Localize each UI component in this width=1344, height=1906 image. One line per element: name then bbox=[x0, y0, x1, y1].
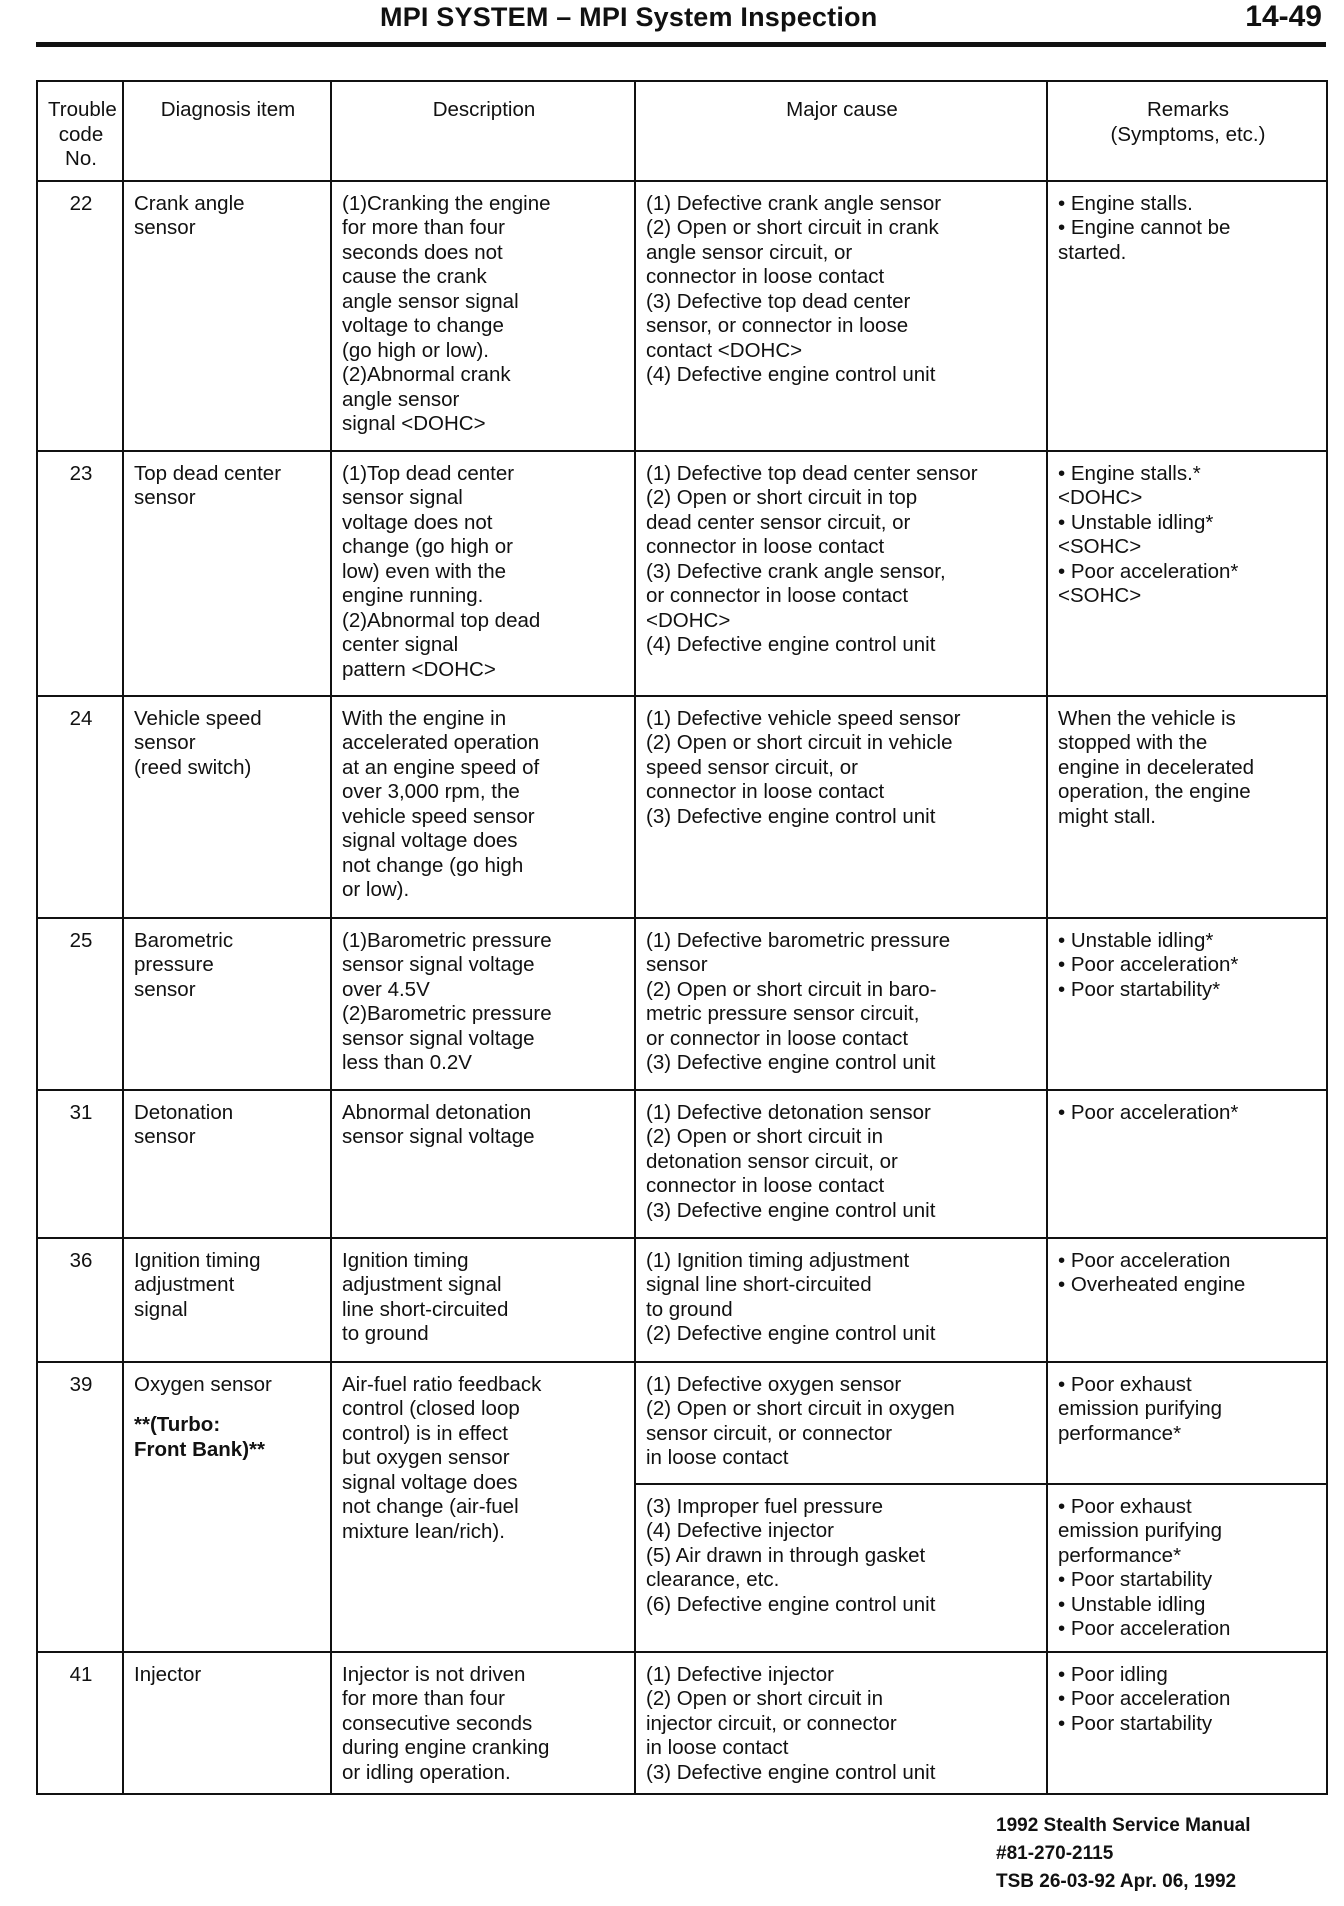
major-cause: (1) Defective vehicle speed sensor (2) Open or short circuit in vehicle speed sensor circuit, or connector in loose contact (3) Defective engine control unit bbox=[635, 696, 1047, 918]
trouble-code: 23 bbox=[37, 451, 123, 696]
remarks: • Poor exhaust emission purifying performance* bbox=[1047, 1362, 1327, 1484]
page-number: 14-49 bbox=[1245, 0, 1322, 33]
page-header bbox=[36, 0, 1326, 47]
remarks: • Poor exhaust emission purifying performance* • Poor startability • Unstable idling • Poor acceleration bbox=[1047, 1484, 1327, 1652]
diagnosis-item: Ignition timing adjustment signal bbox=[123, 1238, 331, 1362]
table-row bbox=[37, 1652, 1327, 1795]
major-cause: (1) Defective detonation sensor (2) Open or short circuit in detonation sensor circuit, or connector in loose contact (3) Defective engine control unit bbox=[635, 1090, 1047, 1238]
column-header-description: Description bbox=[331, 81, 635, 181]
remarks: • Engine stalls. • Engine cannot be started. bbox=[1047, 181, 1327, 451]
trouble-code: 41 bbox=[37, 1652, 123, 1795]
remarks: • Poor idling • Poor acceleration • Poor startability bbox=[1047, 1652, 1327, 1795]
remarks: • Engine stalls.* <DOHC> • Unstable idling* <SOHC> • Poor acceleration* <SOHC> bbox=[1047, 451, 1327, 696]
description: With the engine in accelerated operation at an engine speed of over 3,000 rpm, the vehicle speed sensor signal voltage does not change (go high or low). bbox=[331, 696, 635, 918]
manual-number: #81-270-2115 bbox=[996, 1843, 1114, 1864]
column-header-remarks: Remarks (Symptoms, etc.) bbox=[1047, 81, 1327, 181]
column-header-cause: Major cause bbox=[635, 81, 1047, 181]
table-row bbox=[37, 1090, 1327, 1238]
trouble-code: 31 bbox=[37, 1090, 123, 1238]
major-cause: (1) Ignition timing adjustment signal line short-circuited to ground (2) Defective engine control unit bbox=[635, 1238, 1047, 1362]
diagnosis-item: Top dead center sensor bbox=[123, 451, 331, 696]
description: Injector is not driven for more than four consecutive seconds during engine cranking or idling operation. bbox=[331, 1652, 635, 1795]
description: Ignition timing adjustment signal line short-circuited to ground bbox=[331, 1238, 635, 1362]
table-header-row bbox=[37, 81, 1327, 181]
diagnosis-item: Injector bbox=[123, 1652, 331, 1795]
major-cause: (1) Defective injector (2) Open or short circuit in injector circuit, or connector in loose contact (3) Defective engine control unit bbox=[635, 1652, 1047, 1795]
trouble-code: 24 bbox=[37, 696, 123, 918]
column-header-code: Trouble code No. bbox=[37, 81, 123, 181]
diagnosis-item-note: **(Turbo: Front Bank)** bbox=[134, 1413, 265, 1461]
trouble-code: 22 bbox=[37, 181, 123, 451]
trouble-code: 36 bbox=[37, 1238, 123, 1362]
table-row bbox=[37, 181, 1327, 451]
table-row bbox=[37, 1362, 1327, 1484]
remarks: • Poor acceleration* bbox=[1047, 1090, 1327, 1238]
description: Air-fuel ratio feedback control (closed loop control) is in effect but oxygen sensor signal voltage does not change (air-fuel mixture lean/rich). bbox=[331, 1362, 635, 1652]
diagnosis-item: Detonation sensor bbox=[123, 1090, 331, 1238]
major-cause: (3) Improper fuel pressure (4) Defective injector (5) Air drawn in through gasket clearance, etc. (6) Defective engine control unit bbox=[635, 1484, 1047, 1652]
remarks: When the vehicle is stopped with the engine in decelerated operation, the engine might stall. bbox=[1047, 696, 1327, 918]
table-row bbox=[37, 451, 1327, 696]
diagnosis-item: Oxygen sensor bbox=[134, 1372, 272, 1396]
major-cause: (1) Defective oxygen sensor (2) Open or short circuit in oxygen sensor circuit, or connector in loose contact bbox=[635, 1362, 1047, 1484]
description: (1)Top dead center sensor signal voltage does not change (go high or low) even with the engine running. (2)Abnormal top dead center signal pattern <DOHC> bbox=[331, 451, 635, 696]
table-row bbox=[37, 696, 1327, 918]
diagnosis-item: Barometric pressure sensor bbox=[123, 918, 331, 1090]
manual-footer bbox=[996, 1812, 1251, 1896]
tsb-reference: TSB 26-03-92 Apr. 06, 1992 bbox=[996, 1871, 1237, 1892]
trouble-code: 25 bbox=[37, 918, 123, 1090]
page-title: MPI SYSTEM – MPI System Inspection bbox=[380, 2, 878, 32]
diagnosis-item: Vehicle speed sensor (reed switch) bbox=[123, 696, 331, 918]
major-cause: (1) Defective top dead center sensor (2) Open or short circuit in top dead center sensor circuit, or connector in loose contact (3) Defective crank angle sensor, or connector in loose contact <DOHC> (4) Defective engine control unit bbox=[635, 451, 1047, 696]
table-row bbox=[37, 918, 1327, 1090]
description: (1)Barometric pressure sensor signal voltage over 4.5V (2)Barometric pressure sensor signal voltage less than 0.2V bbox=[331, 918, 635, 1090]
major-cause: (1) Defective barometric pressure sensor (2) Open or short circuit in baro- metric pressure sensor circuit, or connector in loose contact (3) Defective engine control unit bbox=[635, 918, 1047, 1090]
description: (1)Cranking the engine for more than four seconds does not cause the crank angle sensor signal voltage to change (go high or low). (2)Abnormal crank angle sensor signal <DOHC> bbox=[331, 181, 635, 451]
diagnosis-item-cell bbox=[123, 1362, 331, 1652]
remarks: • Unstable idling* • Poor acceleration* • Poor startability* bbox=[1047, 918, 1327, 1090]
table-row bbox=[37, 1238, 1327, 1362]
column-header-item: Diagnosis item bbox=[123, 81, 331, 181]
manual-title: 1992 Stealth Service Manual bbox=[996, 1815, 1251, 1836]
major-cause: (1) Defective crank angle sensor (2) Open or short circuit in crank angle sensor circuit, or connector in loose contact (3) Defective top dead center sensor, or connector in loose contact <DOHC> (4) Defective engine control unit bbox=[635, 181, 1047, 451]
description: Abnormal detonation sensor signal voltage bbox=[331, 1090, 635, 1238]
diagnosis-item: Crank angle sensor bbox=[123, 181, 331, 451]
remarks: • Poor acceleration • Overheated engine bbox=[1047, 1238, 1327, 1362]
trouble-code-table bbox=[36, 80, 1328, 1795]
trouble-code: 39 bbox=[37, 1362, 123, 1652]
